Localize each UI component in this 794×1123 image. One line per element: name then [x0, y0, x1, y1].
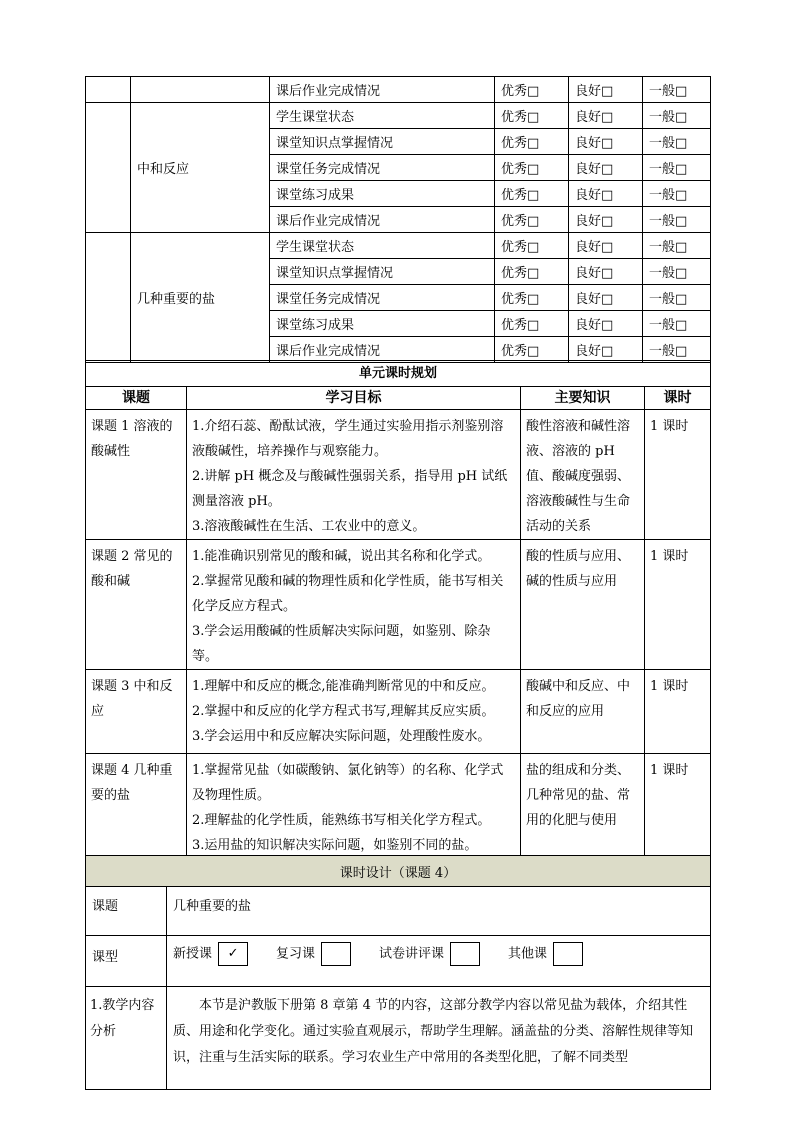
eval-item: 学生课堂状态: [270, 233, 495, 259]
eval-option-good[interactable]: 良好□: [569, 337, 643, 363]
eval-option-excellent[interactable]: 优秀□: [495, 311, 569, 337]
eval-item: 课堂知识点掌握情况: [270, 259, 495, 285]
objective-item: 2.掌握中和反应的化学方程式书写,理解其反应实质。: [192, 704, 495, 719]
header-topic: 课题: [86, 387, 187, 410]
unit-plan-topic: 课题 3 中和反应: [86, 670, 187, 754]
eval-item: 课后作业完成情况: [270, 77, 495, 103]
analysis-text: 本节是沪教版下册第 8 章第 4 节的内容，这部分教学内容以常见盐为载体，介绍其性质、用途和化学变化。通过实验直观展示，帮助学生理解。涵盖盐的分类、溶解性规律等知识，注重与生活实际的联系。学习农业生产中常用的各类型化肥，了解不同类型: [167, 987, 711, 1090]
unit-plan-topic: 课题 1 溶液的酸碱性: [86, 410, 187, 540]
eval-item: 课堂练习成果: [270, 311, 495, 337]
eval-outer-cell: [86, 77, 131, 103]
eval-item: 学生课堂状态: [270, 103, 495, 129]
unit-plan-objectives: [187, 754, 521, 866]
eval-option-excellent[interactable]: 优秀□: [495, 181, 569, 207]
eval-topic: 几种重要的盐: [131, 233, 270, 363]
eval-option-good[interactable]: 良好□: [569, 77, 643, 103]
eval-option-good[interactable]: 良好□: [569, 155, 643, 181]
eval-option-fair[interactable]: 一般□: [643, 285, 711, 311]
unit-plan-hours: 1 课时: [645, 670, 711, 754]
objective-item: 1.能准确识别常见的酸和碱，说出其名称和化学式。: [192, 549, 491, 564]
eval-option-good[interactable]: 良好□: [569, 285, 643, 311]
eval-option-fair[interactable]: 一般□: [643, 311, 711, 337]
eval-option-fair[interactable]: 一般□: [643, 103, 711, 129]
unit-plan-row: [86, 754, 711, 866]
type-checkbox-review[interactable]: [321, 942, 351, 966]
eval-option-good[interactable]: 良好□: [569, 311, 643, 337]
eval-option-excellent[interactable]: 优秀□: [495, 285, 569, 311]
objective-item: 1.介绍石蕊、酚酞试液，学生通过实验用指示剂鉴别溶液酸碱性，培养操作与观察能力。: [192, 419, 504, 459]
unit-plan-header-row: [86, 387, 711, 410]
objective-item: 2.讲解 pH 概念及与酸碱性强弱关系，指导用 pH 试纸测量溶液 pH。: [192, 469, 508, 509]
eval-item: 课堂任务完成情况: [270, 285, 495, 311]
unit-plan-knowledge: 盐的组成和分类、几种常见的盐、常用的化肥与使用: [521, 754, 645, 866]
unit-plan-topic: 课题 2 常见的酸和碱: [86, 540, 187, 670]
unit-plan-table: [85, 360, 711, 866]
type-checkbox-other[interactable]: [553, 942, 583, 966]
unit-plan-objectives: [187, 540, 521, 670]
unit-plan-topic: 课题 4 几种重要的盐: [86, 754, 187, 866]
eval-row: [86, 77, 711, 103]
lesson-design-header: 课时设计（课题 4）: [86, 856, 711, 887]
unit-plan-row: [86, 410, 711, 540]
unit-plan-knowledge: 酸的性质与应用、碱的性质与应用: [521, 540, 645, 670]
unit-plan-knowledge: 酸碱中和反应、中和反应的应用: [521, 670, 645, 754]
lesson-type-options: [167, 936, 711, 987]
eval-option-good[interactable]: 良好□: [569, 259, 643, 285]
eval-topic: [131, 77, 270, 103]
type-option-other: 其他课: [508, 942, 611, 966]
type-checkbox-new[interactable]: ✓: [218, 942, 248, 966]
eval-option-excellent[interactable]: 优秀□: [495, 129, 569, 155]
unit-plan-knowledge: 酸性溶液和碱性溶液、溶液的 pH 值、酸碱度强弱、溶液酸碱性与生命活动的关系: [521, 410, 645, 540]
unit-plan-hours: 1 课时: [645, 540, 711, 670]
objective-item: 3.溶液酸碱性在生活、工农业中的意义。: [192, 519, 426, 534]
objective-item: 1.理解中和反应的概念,能准确判断常见的中和反应。: [192, 679, 495, 694]
type-checkbox-exam-review[interactable]: [450, 942, 480, 966]
header-objectives: 学习目标: [187, 387, 521, 410]
eval-option-fair[interactable]: 一般□: [643, 207, 711, 233]
eval-option-good[interactable]: 良好□: [569, 207, 643, 233]
unit-plan-hours: 1 课时: [645, 754, 711, 866]
eval-option-excellent[interactable]: 优秀□: [495, 103, 569, 129]
objective-item: 3.学会运用中和反应解决实际问题，处理酸性废水。: [192, 729, 491, 744]
unit-plan-title: 单元课时规划: [86, 361, 711, 387]
eval-item: 课堂知识点掌握情况: [270, 129, 495, 155]
unit-plan-row: [86, 540, 711, 670]
type-option-exam-review: 试卷讲评课: [379, 942, 508, 966]
unit-plan-hours: 1 课时: [645, 410, 711, 540]
eval-topic: 中和反应: [131, 103, 270, 233]
lesson-type-label: 课型: [86, 936, 167, 987]
eval-option-excellent[interactable]: 优秀□: [495, 259, 569, 285]
eval-option-fair[interactable]: 一般□: [643, 259, 711, 285]
analysis-label: 1.教学内容分析: [86, 987, 167, 1090]
type-option-new: 新授课 ✓: [173, 942, 276, 966]
eval-option-good[interactable]: 良好□: [569, 103, 643, 129]
eval-outer-cell: [86, 233, 131, 363]
eval-option-good[interactable]: 良好□: [569, 181, 643, 207]
eval-row: [86, 233, 711, 259]
unit-plan-row: [86, 670, 711, 754]
eval-option-excellent[interactable]: 优秀□: [495, 207, 569, 233]
eval-row: [86, 103, 711, 129]
evaluation-table: [85, 76, 711, 363]
eval-item: 课后作业完成情况: [270, 207, 495, 233]
eval-option-good[interactable]: 良好□: [569, 129, 643, 155]
eval-option-good[interactable]: 良好□: [569, 233, 643, 259]
eval-item: 课堂任务完成情况: [270, 155, 495, 181]
eval-option-fair[interactable]: 一般□: [643, 181, 711, 207]
eval-option-fair[interactable]: 一般□: [643, 233, 711, 259]
eval-option-fair[interactable]: 一般□: [643, 155, 711, 181]
objective-item: 1.掌握常见盐（如碳酸钠、氯化钠等）的名称、化学式及物理性质。: [192, 763, 504, 803]
lesson-topic-label: 课题: [86, 887, 167, 936]
eval-option-fair[interactable]: 一般□: [643, 129, 711, 155]
eval-option-excellent[interactable]: 优秀□: [495, 77, 569, 103]
unit-plan-objectives: [187, 410, 521, 540]
objective-item: 2.掌握常见酸和碱的物理性质和化学性质，能书写相关化学反应方程式。: [192, 574, 504, 614]
eval-option-fair[interactable]: 一般□: [643, 337, 711, 363]
type-option-review: 复习课: [276, 942, 379, 966]
eval-item: 课后作业完成情况: [270, 337, 495, 363]
header-knowledge: 主要知识: [521, 387, 645, 410]
eval-option-excellent[interactable]: 优秀□: [495, 337, 569, 363]
eval-outer-cell: [86, 103, 131, 233]
header-hours: 课时: [645, 387, 711, 410]
objective-item: 2.理解盐的化学性质，能熟练书写相关化学方程式。: [192, 813, 491, 828]
unit-plan-objectives: [187, 670, 521, 754]
eval-option-fair[interactable]: 一般□: [643, 77, 711, 103]
objective-item: 3.学会运用酸碱的性质解决实际问题，如鉴别、除杂等。: [192, 624, 491, 664]
objective-item: 3.运用盐的知识解决实际问题，如鉴别不同的盐。: [192, 838, 478, 853]
eval-option-excellent[interactable]: 优秀□: [495, 233, 569, 259]
eval-item: 课堂练习成果: [270, 181, 495, 207]
lesson-design-table: [85, 855, 711, 1090]
eval-option-excellent[interactable]: 优秀□: [495, 155, 569, 181]
lesson-topic-value: 几种重要的盐: [167, 887, 711, 936]
